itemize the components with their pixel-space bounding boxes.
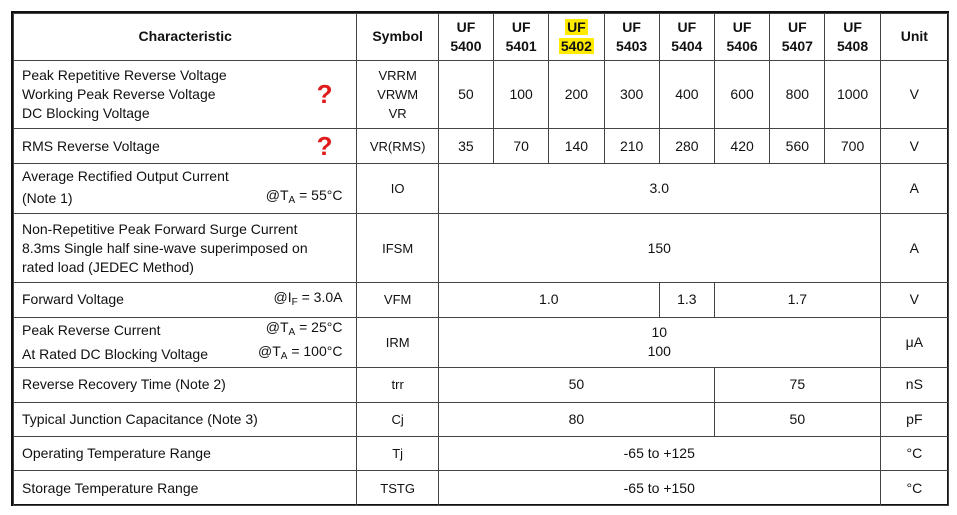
- header-part-5402: [549, 14, 604, 61]
- symbol-cell: VR(RMS): [357, 129, 438, 163]
- unit-cell: V: [880, 129, 948, 163]
- symbol-cell: IRM: [357, 317, 438, 368]
- table-row-rms-voltage: [14, 129, 949, 163]
- header-symbol: Symbol: [357, 14, 438, 61]
- value-cell: 800: [770, 60, 825, 129]
- header-row: [14, 14, 949, 61]
- part-line1: UF: [622, 18, 641, 35]
- table-row-operating-temp: [14, 437, 949, 471]
- unit-cell: V: [880, 60, 948, 129]
- spec-table-frame: [11, 11, 949, 506]
- part-line2: 5400: [450, 37, 482, 54]
- value-cell: 70: [494, 129, 549, 163]
- characteristic-line: Non-Repetitive Peak Forward Surge Current: [22, 220, 298, 237]
- header-part-5406: [714, 14, 769, 61]
- header-part-5404: [659, 14, 714, 61]
- symbol-vr: VR: [388, 105, 407, 121]
- header-part-5401: [494, 14, 549, 61]
- symbol-cell: VFM: [357, 283, 438, 317]
- value-cell: 1.0: [438, 283, 659, 317]
- characteristic-line: Peak Reverse Current: [22, 321, 161, 338]
- value-cell: -65 to +150: [438, 471, 880, 506]
- symbol-cell: Tj: [357, 437, 438, 471]
- part-line1: UF: [788, 18, 807, 35]
- value-cell: 1.3: [659, 283, 714, 317]
- unit-cell: °C: [880, 471, 948, 506]
- part-line1: UF: [456, 18, 476, 35]
- part-line2: 5407: [781, 37, 813, 54]
- value-cell: 280: [659, 129, 714, 163]
- characteristic-cell: [14, 317, 357, 368]
- characteristic-cell: [14, 283, 357, 317]
- unit-cell: nS: [880, 368, 948, 402]
- spec-table: [13, 13, 949, 506]
- table-row-surge-current: [14, 214, 949, 283]
- characteristic-cell: [14, 60, 357, 129]
- header-part-5400: [438, 14, 493, 61]
- value-cell: -65 to +125: [438, 437, 880, 471]
- characteristic-line: (Note 1): [22, 189, 73, 206]
- part-line1-highlighted: UF: [567, 18, 586, 35]
- value-cell: 560: [770, 129, 825, 163]
- value-cell: 150: [438, 214, 880, 283]
- table-row-output-current: [14, 163, 949, 214]
- unit-cell: V: [880, 283, 948, 317]
- unit-cell: μA: [880, 317, 948, 368]
- condition-text: $@I_F = 3.0A$: [273, 288, 343, 308]
- part-line2: 5403: [616, 37, 648, 54]
- value-cell: 50: [714, 402, 880, 436]
- part-line1: UF: [732, 18, 752, 35]
- unit-cell: °C: [880, 437, 948, 471]
- table-row-reverse-current: [14, 317, 949, 368]
- value-cell: 200: [549, 60, 604, 129]
- characteristic-line: At Rated DC Blocking Voltage: [22, 345, 208, 362]
- value-line: 100: [647, 343, 671, 360]
- part-line1: UF: [677, 18, 697, 35]
- header-part-5407: [770, 14, 825, 61]
- header-unit: Unit: [880, 14, 948, 61]
- part-line2-highlighted: 5402: [560, 37, 592, 54]
- table-row-storage-temp: [14, 471, 949, 506]
- characteristic-line: rated load (JEDEC Method): [22, 258, 194, 275]
- table-row-capacitance: [14, 402, 949, 436]
- unit-cell: A: [880, 163, 948, 214]
- value-cell: 50: [438, 60, 493, 129]
- value-cell: 140: [549, 129, 604, 163]
- value-cell: 400: [659, 60, 714, 129]
- unit-cell: A: [880, 214, 948, 283]
- characteristic-cell: Reverse Recovery Time (Note 2): [14, 368, 357, 402]
- value-cell: 420: [714, 129, 769, 163]
- symbol-vrwm: VRWM: [377, 86, 419, 102]
- table-row-forward-voltage: [14, 283, 949, 317]
- header-part-5403: [604, 14, 659, 61]
- part-line2: 5404: [671, 37, 703, 54]
- value-cell: [438, 317, 880, 368]
- question-mark-icon: ?: [316, 131, 333, 162]
- characteristic-line: Working Peak Reverse Voltage: [22, 85, 216, 102]
- characteristic-cell: [14, 163, 357, 214]
- question-mark-icon: ?: [316, 79, 333, 110]
- condition-text: $@T_A = 55^\circ C$: [265, 187, 343, 207]
- characteristic-line: RMS Reverse Voltage: [22, 137, 160, 154]
- condition-text: $@T_A = 100^\circ C$: [258, 343, 343, 363]
- characteristic-line: Average Rectified Output Current: [22, 168, 229, 185]
- part-line2: 5406: [726, 37, 758, 54]
- value-cell: 75: [714, 368, 880, 402]
- value-cell: 1000: [825, 60, 880, 129]
- symbol-cell: TSTG: [357, 471, 438, 506]
- part-line2: 5401: [505, 37, 537, 54]
- symbol-cell: IO: [357, 163, 438, 214]
- characteristic-cell: [14, 129, 357, 163]
- value-cell: 700: [825, 129, 880, 163]
- value-cell: 210: [604, 129, 659, 163]
- value-cell: 50: [438, 368, 714, 402]
- characteristic-cell: Storage Temperature Range: [14, 471, 357, 506]
- value-cell: 100: [494, 60, 549, 129]
- characteristic-line: Forward Voltage: [22, 291, 124, 308]
- symbol-cell: IFSM: [357, 214, 438, 283]
- symbol-cell: Cj: [357, 402, 438, 436]
- unit-cell: pF: [880, 402, 948, 436]
- characteristic-line: 8.3ms Single half sine-wave superimposed on: [22, 239, 308, 256]
- characteristic-cell: Operating Temperature Range: [14, 437, 357, 471]
- value-cell: 300: [604, 60, 659, 129]
- value-line: 10: [651, 324, 668, 341]
- header-part-5408: [825, 14, 880, 61]
- part-line2: 5408: [836, 37, 869, 54]
- characteristic-line: Peak Repetitive Reverse Voltage: [22, 66, 227, 83]
- characteristic-line: DC Blocking Voltage: [22, 104, 150, 121]
- value-cell: 80: [438, 402, 714, 436]
- value-cell: 1.7: [714, 283, 880, 317]
- symbol-cell: trr: [357, 368, 438, 402]
- value-cell: 3.0: [438, 163, 880, 214]
- value-cell: 35: [438, 129, 493, 163]
- table-row-reverse-voltage: [14, 60, 949, 129]
- part-line1: UF: [843, 18, 862, 35]
- value-cell: 600: [714, 60, 769, 129]
- header-characteristic: Characteristic: [14, 14, 357, 61]
- symbol-cell: [357, 60, 438, 129]
- characteristic-cell: [14, 214, 357, 283]
- table-row-recovery-time: [14, 368, 949, 402]
- characteristic-cell: Typical Junction Capacitance (Note 3): [14, 402, 357, 436]
- part-line1: UF: [511, 18, 531, 35]
- symbol-vrrm: VRRM: [378, 67, 417, 83]
- condition-text: $@T_A = 25^\circ C$: [265, 319, 343, 339]
